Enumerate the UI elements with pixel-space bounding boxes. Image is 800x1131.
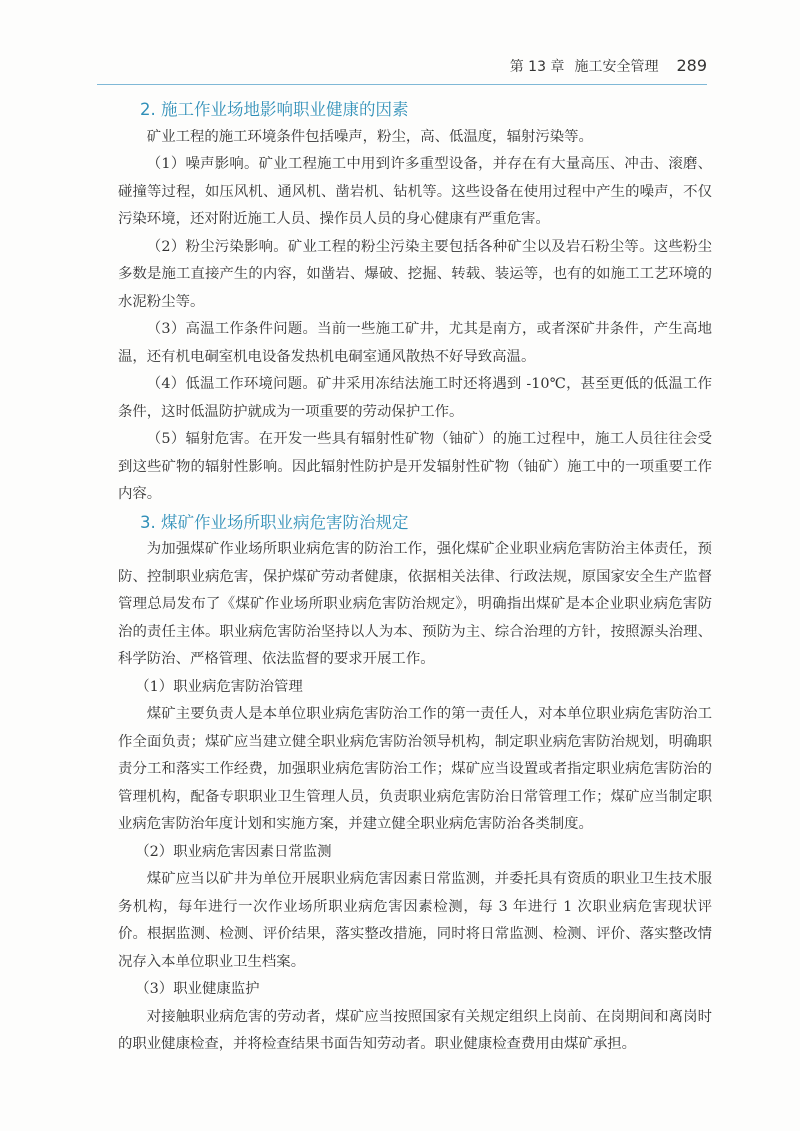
section-heading-2: 2. 施工作业场地影响职业健康的因素 xyxy=(140,100,409,119)
chapter-title: 施工安全管理 xyxy=(574,59,659,75)
paragraph: 煤矿主要负责人是本单位职业病危害防治工作的第一责任人，对本单位职业病危害防治工作全面负责；煤矿应当建立健全职业病危害防治领导机构，制定职业病危害防治规划，明确职责分工和落实工作经费，加强职业病危害防治工作；煤矿应当设置或者指定职业病危害防治的管理机构，配备专职职业卫生管理人员，负责职业病危害防治日常管理工作；煤矿应当制定职业病危害防治年度计划和实施方案，并建立健全职业病危害防治各类制度。 xyxy=(118,706,712,832)
list-item: （5）辐射危害。在开发一些具有辐射性矿物（铀矿）的施工过程中，施工人员往往会受到这些矿物的辐射性影响。因此辐射性防护是开发辐射性矿物（铀矿）施工中的一项重要工作内容。 xyxy=(118,431,712,502)
paragraph: 对接触职业病危害的劳动者，煤矿应当按照国家有关规定组织上岗前、在岗期间和离岗时的职业健康检查，并将检查结果书面告知劳动者。职业健康检查费用由煤矿承担。 xyxy=(118,1008,712,1052)
chapter-label: 第 13 章 xyxy=(509,59,565,75)
paragraph: 为加强煤矿作业场所职业病危害的防治工作，强化煤矿企业职业病危害防治主体责任，预防、控制职业病危害，保护煤矿劳动者健康，依据相关法律、行政法规，原国家安全生产监督管理总局发布了《煤矿作业场所职业病危害防治规定》，明确指出煤矿是本企业职业病危害防治的责任主体。职业病危害防治坚持以人为本、预防为主、综合治理的方针，按照源头治理、科学防治、严格管理、依法监督的要求开展工作。 xyxy=(118,541,712,667)
header-text xyxy=(510,56,707,76)
subsection-title: （1）职业病危害防治管理 xyxy=(135,678,303,695)
list-item: （1）噪声影响。矿业工程施工中用到许多重型设备，并存在有大量高压、冲击、滚磨、碰撞等过程，如压风机、通风机、凿岩机、钻机等。这些设备在使用过程中产生的噪声，不仅污染环境，还对附近施工人员、操作员人员的身心健康有严重危害。 xyxy=(118,156,712,227)
paragraph: 煤矿应当以矿井为单位开展职业病危害因素日常监测，并委托具有资质的职业卫生技术服务机构，每年进行一次作业场所职业病危害因素检测，每 3 年进行 1 次职业病危害现状评价。根据监测、检测、评价结果，落实整改措施，同时将日常监测、检测、评价、落实整改情况存入本单位职业卫生档案。 xyxy=(118,871,712,970)
page-number: 289 xyxy=(676,56,707,75)
page-content xyxy=(118,96,712,1059)
header-divider xyxy=(97,84,707,85)
section-heading-3: 3. 煤矿作业场所职业病危害防治规定 xyxy=(140,512,409,532)
list-item: （3）高温工作条件问题。当前一些施工矿井，尤其是南方，或者深矿井条件，产生高地温，还有机电硐室机电设备发热机电硐室通风散热不好导致高温。 xyxy=(118,321,712,365)
list-item: （2）粉尘污染影响。矿业工程的粉尘污染主要包括各种矿尘以及岩石粉尘等。这些粉尘多数是施工直接产生的内容，如凿岩、爆破、挖掘、转载、装运等，也有的如施工工艺环境的水泥粉尘等。 xyxy=(118,238,712,310)
subsection-title: （2）职业病危害因素日常监测 xyxy=(135,843,332,860)
paragraph: 矿业工程的施工环境条件包括噪声，粉尘，高、低温度，辐射污染等。 xyxy=(146,128,593,145)
list-item: （4）低温工作环境问题。矿井采用冻结法施工时还将遇到 -10℃，甚至更低的低温工作条件，这时低温防护就成为一项重要的劳动保护工作。 xyxy=(118,376,712,420)
page-header xyxy=(97,52,707,88)
subsection-title: （3）职业健康监护 xyxy=(135,981,260,997)
